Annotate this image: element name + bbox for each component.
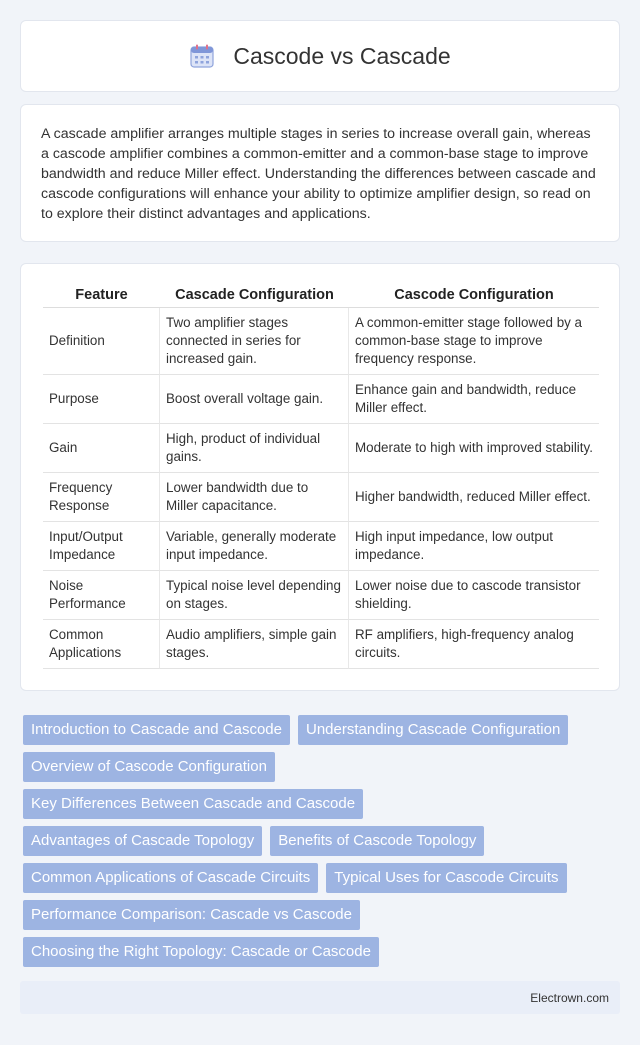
- tag-row: [23, 789, 613, 819]
- tag-row: [23, 826, 613, 856]
- tag-link[interactable]: Understanding Cascade Configuration: [298, 715, 568, 745]
- comparison-table: [43, 282, 599, 669]
- intro-card: [20, 104, 620, 242]
- cascade-cell: High, product of individual gains.: [160, 424, 349, 473]
- tag-link[interactable]: Choosing the Right Topology: Cascade or Cascode: [23, 937, 379, 967]
- header-feature: Feature: [43, 282, 160, 308]
- tag-link[interactable]: Benefits of Cascode Topology: [270, 826, 484, 856]
- cascode-cell: Enhance gain and bandwidth, reduce Miller effect.: [349, 375, 599, 424]
- tag-row: [23, 715, 613, 745]
- cascode-cell: A common-emitter stage followed by a common-base stage to improve frequency response.: [349, 308, 599, 375]
- table-row: [43, 620, 599, 669]
- intro-paragraph: A cascade amplifier arranges multiple stages in series to increase overall gain, whereas a cascode amplifier combines a common-emitter and a common-base stage to improve bandwidth and reduce Miller effect. Understanding the differences between cascade and cascode configurations will enhance your ability to optimize amplifier design, so read on to explore their distinct advantages and applications.: [41, 126, 596, 222]
- cascade-cell: Lower bandwidth due to Miller capacitance.: [160, 473, 349, 522]
- cascade-cell: Two amplifier stages connected in series for increased gain.: [160, 308, 349, 375]
- cascode-cell: Moderate to high with improved stability.: [349, 424, 599, 473]
- table-row: [43, 375, 599, 424]
- feature-cell: Purpose: [43, 375, 160, 424]
- table-header-row: [43, 282, 599, 308]
- feature-cell: Input/Output Impedance: [43, 522, 160, 571]
- tag-link[interactable]: Typical Uses for Cascode Circuits: [326, 863, 566, 893]
- header-cascade: Cascade Configuration: [160, 282, 349, 308]
- tag-row: [23, 937, 613, 967]
- footer: [20, 981, 620, 1014]
- tag-link[interactable]: Overview of Cascode Configuration: [23, 752, 275, 782]
- footer-site[interactable]: Electrown.com: [530, 990, 609, 1005]
- tag-link[interactable]: Performance Comparison: Cascade vs Cascode: [23, 900, 360, 930]
- header-card: [20, 20, 620, 92]
- calendar-icon: [189, 43, 215, 69]
- feature-cell: Definition: [43, 308, 160, 375]
- feature-cell: Noise Performance: [43, 571, 160, 620]
- header: [189, 43, 450, 70]
- page-title: Cascode vs Cascade: [233, 42, 451, 69]
- cascode-cell: High input impedance, low output impedance.: [349, 522, 599, 571]
- cascade-cell: Typical noise level depending on stages.: [160, 571, 349, 620]
- header-cascode: Cascode Configuration: [349, 282, 599, 308]
- tag-row: [23, 863, 613, 893]
- topic-tags: [23, 715, 613, 974]
- cascade-cell: Boost overall voltage gain.: [160, 375, 349, 424]
- cascode-cell: Lower noise due to cascode transistor shielding.: [349, 571, 599, 620]
- comparison-table-card: [20, 263, 620, 691]
- cascode-cell: RF amplifiers, high-frequency analog circuits.: [349, 620, 599, 669]
- feature-cell: Gain: [43, 424, 160, 473]
- tag-row: [23, 752, 613, 782]
- tag-link[interactable]: Common Applications of Cascade Circuits: [23, 863, 318, 893]
- table-row: [43, 571, 599, 620]
- tag-link[interactable]: Key Differences Between Cascade and Cascode: [23, 789, 363, 819]
- tag-link[interactable]: Advantages of Cascade Topology: [23, 826, 262, 856]
- table-row: [43, 473, 599, 522]
- tag-row: [23, 900, 613, 930]
- cascade-cell: Variable, generally moderate input impedance.: [160, 522, 349, 571]
- table-row: [43, 424, 599, 473]
- tag-link[interactable]: Introduction to Cascade and Cascode: [23, 715, 290, 745]
- cascade-cell: Audio amplifiers, simple gain stages.: [160, 620, 349, 669]
- table-row: [43, 308, 599, 375]
- table-row: [43, 522, 599, 571]
- feature-cell: Frequency Response: [43, 473, 160, 522]
- cascode-cell: Higher bandwidth, reduced Miller effect.: [349, 473, 599, 522]
- feature-cell: Common Applications: [43, 620, 160, 669]
